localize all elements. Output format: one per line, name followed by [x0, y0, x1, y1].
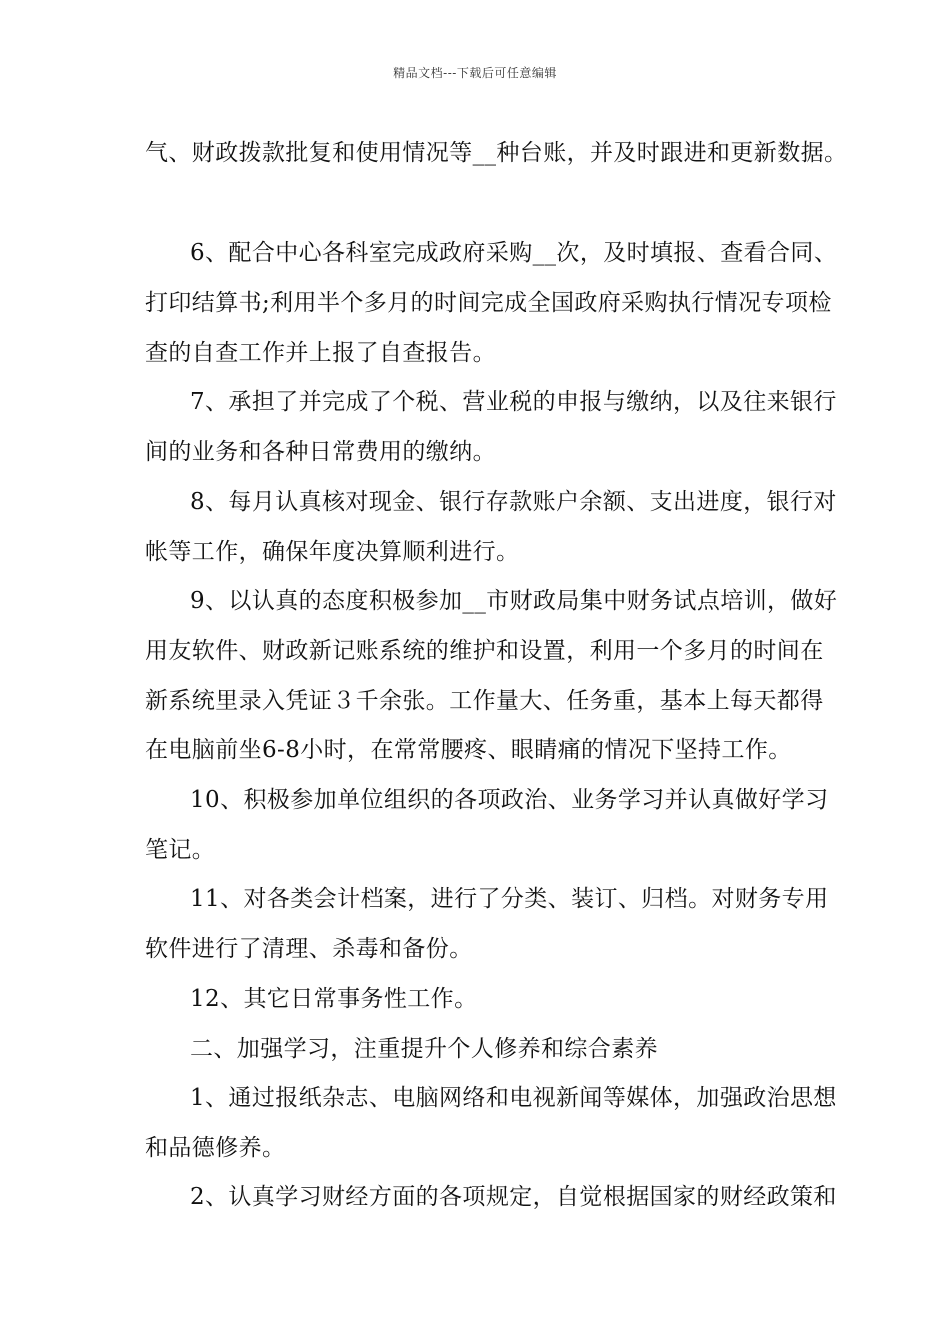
text-line: 用友软件、财政新记账系统的维护和设置，利用一个多月的时间在 [145, 638, 824, 664]
text-line: 7、承担了并完成了个税、营业税的申报与缴纳，以及往来银行 [190, 389, 837, 415]
text-line: 新系统里录入凭证３千余张。工作量大、任务重，基本上每天都得 [145, 688, 824, 714]
text-line: 1、通过报纸杂志、电脑网络和电视新闻等媒体，加强政治思想 [190, 1085, 837, 1111]
text-line: 和品德修养。 [145, 1135, 286, 1161]
text-line: 2、认真学习财经方面的各项规定，自觉根据国家的财经政策和 [190, 1184, 837, 1210]
text-line: 软件进行了清理、杀毒和备份。 [145, 936, 473, 962]
text-line: 9、以认真的态度积极参加__市财政局集中财务试点培训，做好 [190, 588, 838, 614]
text-line: 6、配合中心各科室完成政府采购__次，及时填报、查看合同、 [190, 240, 838, 266]
section-heading: 二、加强学习，注重提升个人修养和综合素养 [190, 1036, 658, 1062]
text-line: 在电脑前坐6-8小时，在常常腰疼、眼睛痛的情况下坚持工作。 [145, 737, 792, 763]
text-line: 11、对各类会计档案，进行了分类、装订、归档。对财务专用 [190, 886, 829, 912]
page-header: 精品文档---下载后可任意编辑 [393, 66, 557, 80]
text-line: 打印结算书;利用半个多月的时间完成全国政府采购执行情况专项检 [145, 290, 832, 316]
text-line: 查的自查工作并上报了自查报告。 [145, 340, 496, 366]
text-line: 间的业务和各种日常费用的缴纳。 [145, 439, 496, 465]
text-line: 10、积极参加单位组织的各项政治、业务学习并认真做好学习 [190, 787, 829, 813]
text-line: 12、其它日常事务性工作。 [190, 986, 478, 1012]
text-line: 帐等工作，确保年度决算顺利进行。 [145, 539, 520, 565]
text-line: 笔记。 [145, 837, 216, 863]
text-line: 8、每月认真核对现金、银行存款账户余额、支出进度，银行对 [190, 489, 837, 515]
text-line: 气、财政拨款批复和使用情况等__种台账，并及时跟进和更新数据。 [145, 140, 848, 166]
